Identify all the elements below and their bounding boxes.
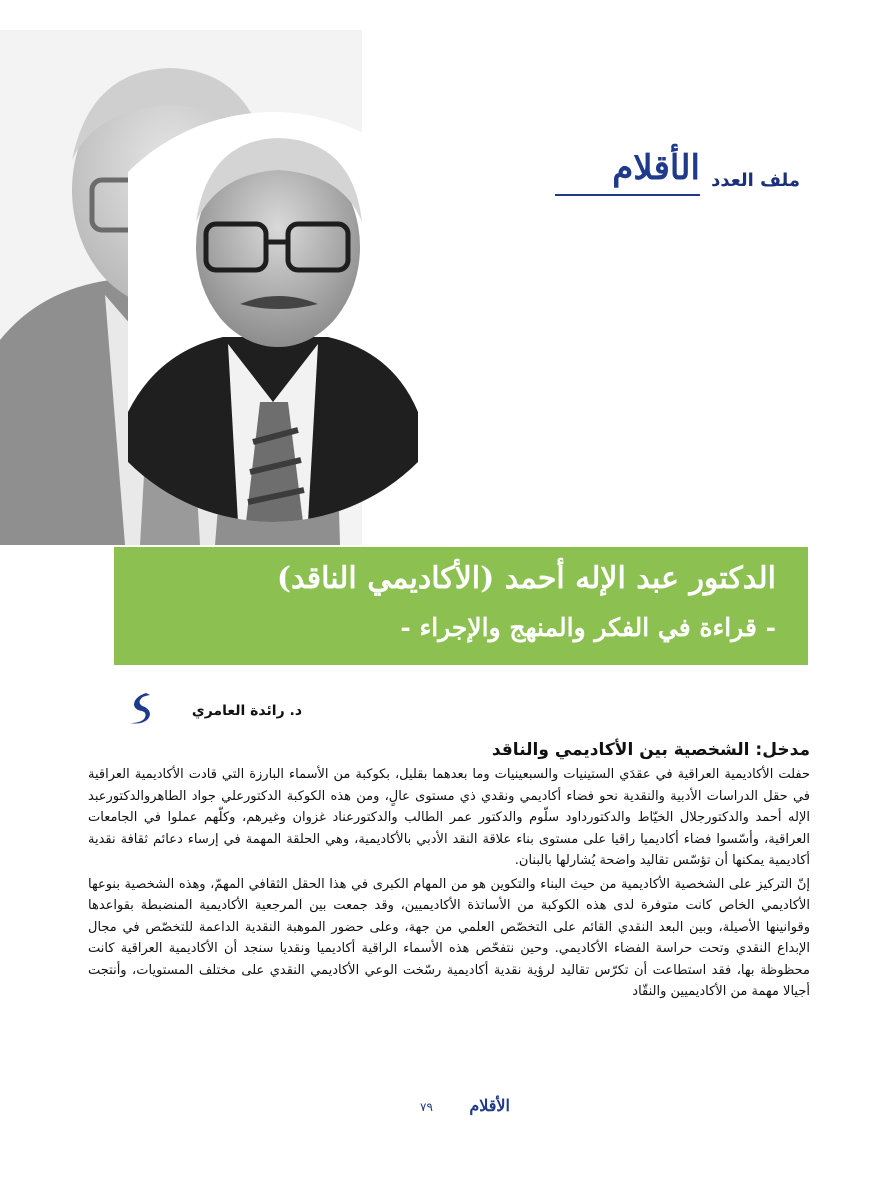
section-label: ملف العدد xyxy=(711,170,800,191)
section-header xyxy=(540,148,800,208)
paragraph: إنّ التركيز على الشخصية الأكاديمية من حيث البناء والتكوين هو من المهام الكبرى في هذا الحقل الثقافي المهمّ، وهذه الشخصية بنوعها الأكاديمي الخاص كانت متوفرة لدى هذه الكوكبة من الأساتذة الأكاديميين، وقد جمعت بين المرجعية الأكاديمية المنضبطة بقواعدها وقوانينها الأصيلة، وبين البعد النقدي القائم على التخصّص العلمي من جهة، وعلى حضور الموهبة النقدية الداعمة للتخصّص في مجال الإبداع النقدي وتحت حراسة الفضاء الأكاديمي. وحين نتفحّص هذه الأسماء الراقية أكاديميا ونقديا سنجد أن الأكاديمية العراقية كانت محظوظة بها، فقد استطاعت أن تكرّس تقاليد لرؤية نقدية أكاديمية رسّخت الوعي الأكاديمي النقدي على مختلف المستويات، وأنتجت أجيالا مهمة من الأكاديميين والنقّاد xyxy=(88,876,810,999)
paragraph: حفلت الأكاديمية العراقية في عقدَي الستينيات والسبعينيات وما بعدهما بقليل، بكوكبة من الأسماء البارزة التي قادت الأكاديمية العراقية في حقل الدراسات الأدبية والنقدية نحو فضاء أكاديمي ونقدي ذي مستوى عالٍ، ومن هذه الكوكبة الدكتورعلي جواد الطاهروالدكتورعبد الإله أحمد والدكتورجلال الخيّاط والدكتورداود سلّوم والدكتور عمر الطالب والدكتورعناد غزوان وغيرهم، وكلّهم عملوا في الجامعات العراقية، وأسّسوا فضاء أكاديميا راقيا على مستوى بناء علاقة النقد الأدبي بالأكاديمية، وهي الحلقة المهمة في إرساء دعائم ثقافة نقدية أكاديمية يمكنها أن تؤسّس تقاليد واضحة يُشارلها بالبنان. xyxy=(88,767,810,868)
portrait-collage xyxy=(0,0,420,545)
page-footer xyxy=(420,1094,510,1124)
title-band xyxy=(114,547,808,665)
footer-magazine-logo: الأقلام xyxy=(469,1096,510,1115)
article-body xyxy=(88,738,810,1003)
logo-underline xyxy=(555,194,700,196)
author-name: د. رائدة العامري xyxy=(191,703,302,719)
author-swoosh-icon xyxy=(126,691,152,725)
article-title: الدكتور عبد الإله أحمد (الأكاديمي الناقد) xyxy=(276,561,776,596)
section-heading: مدخل: الشخصية بين الأكاديمي والناقد xyxy=(491,740,810,760)
page-number: ٧٩ xyxy=(420,1100,433,1114)
article-subtitle: - قراءة في الفكر والمنهج والإجراء - xyxy=(400,613,776,642)
author-byline xyxy=(122,693,302,729)
magazine-logo: الأقلام xyxy=(612,148,700,188)
portrait-front xyxy=(128,112,418,522)
